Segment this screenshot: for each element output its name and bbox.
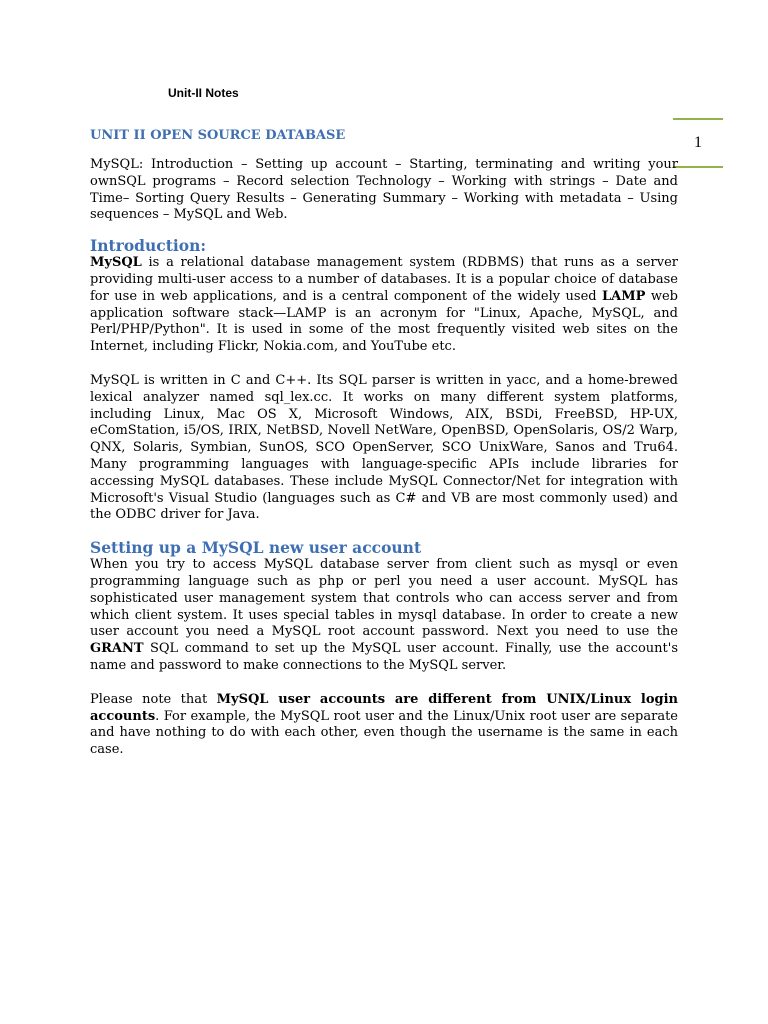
header-note: Unit-II Notes <box>168 86 239 100</box>
unit-title: UNIT II OPEN SOURCE DATABASE <box>90 128 346 143</box>
introduction-paragraph-1 <box>90 255 678 356</box>
setup-text-1: When you try to access MySQL database server from client such as mysql or even programming language such as php or perl you need a user account. MySQL has sophisticated user management system that controls who can access server and from which client system. It uses special tables in mysql database. In order to create a new user account you need a MySQL root account password. Next you need to use the <box>90 557 678 640</box>
setup-paragraph-2 <box>90 692 678 759</box>
setup-paragraph-1 <box>90 557 678 675</box>
page-number-box <box>673 118 723 168</box>
page-number: 1 <box>694 134 702 151</box>
intro-text-2: web application software stack—LAMP is an acronym for "Linux, Apache, MySQL, and Perl/PHP/Python". It is used in some of the most frequently visited web sites on the Internet, including Flickr, Nokia.com, and YouTube etc. <box>90 288 679 355</box>
introduction-paragraph-2: MySQL is written in C and C++. Its SQL parser is written in yacc, and a home-brewed lexical analyzer named sql_lex.cc. It works on many different system platforms, including Linux, Mac OS X, Microsoft Windows, AIX, BSDi, FreeBSD, HP-UX, eComStation, i5/OS, IRIX, NetBSD, Novell NetWare, OpenBSD, OpenSolaris, OS/2 Warp, QNX, Solaris, Symbian, SunOS, SCO OpenServer, SCO UnixWare, Sanos and Tru64. Many programming languages with language-specific APIs include libraries for accessing MySQL databases. These include MySQL Connector/Net for integration with Microsoft's Visual Studio (languages such as C# and VB are most commonly used) and the ODBC driver for Java. <box>90 372 678 523</box>
grant-bold: GRANT <box>90 641 144 657</box>
note-text-2: . For example, the MySQL root user and the Linux/Unix root user are separate and have nothing to do with each other, even though the username is the same in each case. <box>90 708 678 758</box>
accounts-note-bold: MySQL user accounts are different from UNIX/Linux login accounts <box>90 691 678 724</box>
lamp-bold: LAMP <box>602 288 646 304</box>
document-body <box>90 128 678 759</box>
introduction-heading: Introduction: <box>90 236 207 256</box>
intro-text-1: is a relational database management system (RDBMS) that runs as a server providing multi-user access to a number of databases. It is a popular choice of database for use in web applications, and is a central component of the widely used <box>90 255 678 304</box>
mysql-bold: MySQL <box>90 255 142 271</box>
setup-text-2: SQL command to set up the MySQL user account. Finally, use the account's name and password to make connections to the MySQL server. <box>90 641 678 673</box>
setup-heading: Setting up a MySQL new user account <box>90 538 422 558</box>
unit-syllabus: MySQL: Introduction – Setting up account – Starting, terminating and writing your ownSQL programs – Record selection Technology – Working with strings – Date and Time– Sorting Query Results – Generating Summary – Working with metadata – Using sequences – MySQL and Web. <box>90 157 678 223</box>
note-text-1: Please note that <box>90 691 217 707</box>
